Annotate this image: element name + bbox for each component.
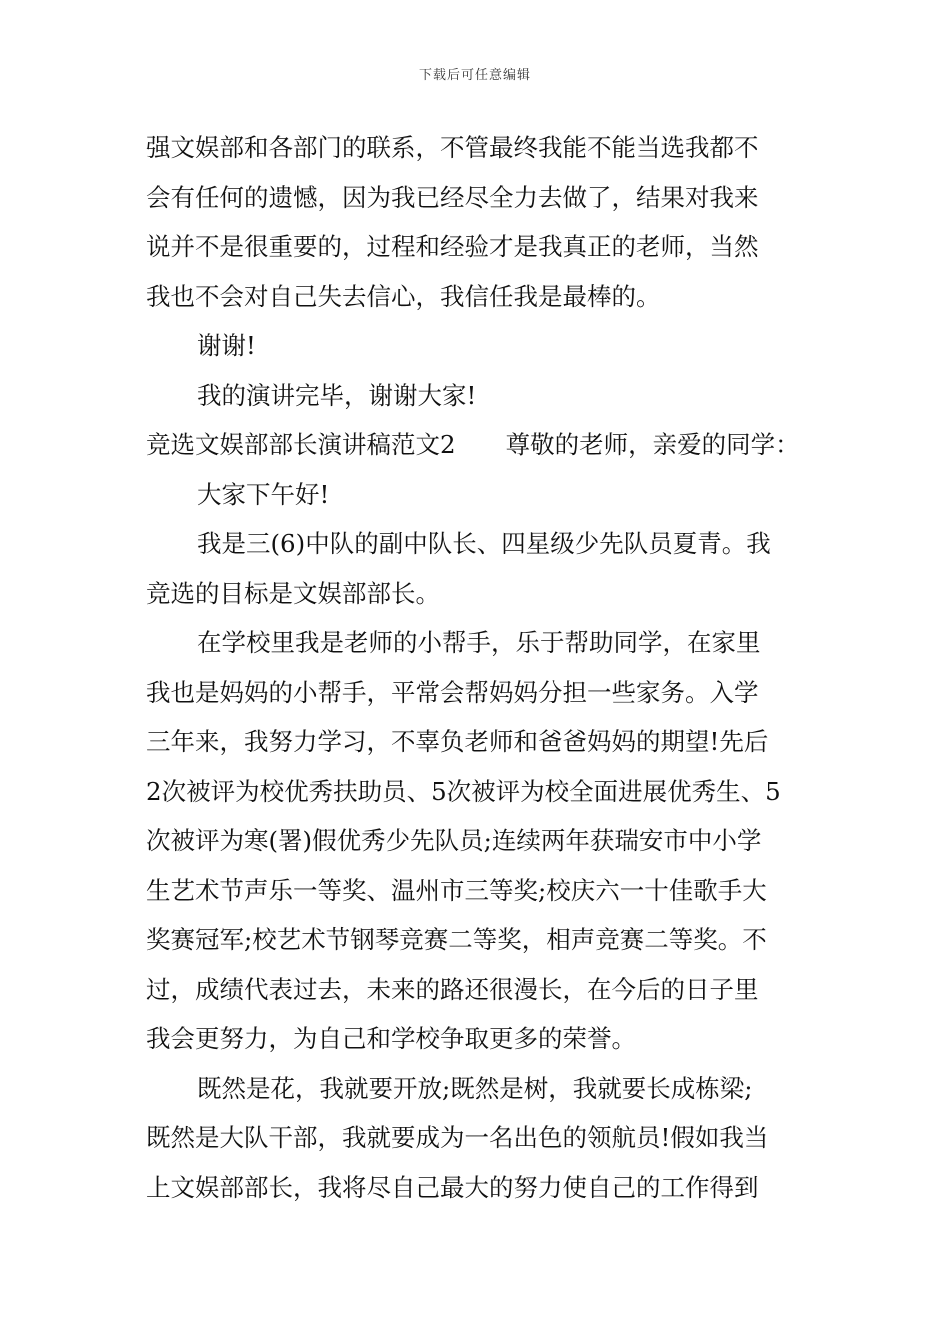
text-line: 上文娱部部长，我将尽自己最大的努力使自己的工作得到 bbox=[146, 1172, 759, 1202]
text-line: 生艺术节声乐一等奖、温州市三等奖;校庆六一十佳歌手大 bbox=[146, 875, 767, 905]
text-line: 次被评为寒(署)假优秀少先队员;连续两年获瑞安市中小学 bbox=[146, 826, 762, 855]
text-line: 我是三(6)中队的副中队长、四星级少先队员夏青。我 bbox=[197, 529, 771, 558]
text-line: 既然是大队干部，我就要成为一名出色的领航员!假如我当 bbox=[146, 1123, 769, 1152]
text-line: 谢谢! bbox=[197, 331, 256, 360]
text-line: 在学校里我是老师的小帮手，乐于帮助同学，在家里 bbox=[197, 628, 761, 657]
page-header: 下载后可任意编辑 bbox=[418, 68, 531, 83]
text-line: 我会更努力，为自己和学校争取更多的荣誉。 bbox=[146, 1024, 636, 1053]
text-line: 既然是花，我就要开放;既然是树，我就要长成栋梁; bbox=[197, 1073, 753, 1103]
text-line: 我也不会对自己失去信心，我信任我是最棒的。 bbox=[146, 281, 661, 311]
text-line: 三年来，我努力学习，不辜负老师和爸爸妈妈的期望!先后 bbox=[146, 727, 769, 756]
text-line: 2次被评为校优秀扶助员、5次被评为校全面进展优秀生、5 bbox=[146, 776, 781, 806]
text-line: 奖赛冠军;校艺术节钢琴竞赛二等奖，相声竞赛二等奖。不 bbox=[146, 925, 767, 954]
greeting: 尊敬的老师，亲爱的同学： bbox=[505, 430, 800, 459]
text-line: 我也是妈妈的小帮手，平常会帮妈妈分担一些家务。入学 bbox=[146, 677, 759, 707]
text-line: 强文娱部和各部门的联系，不管最终我能不能当选我都不 bbox=[146, 133, 759, 162]
text-line: 过，成绩代表过去，未来的路还很漫长，在今后的日子里 bbox=[146, 974, 759, 1004]
text-line: 说并不是很重要的，过程和经验才是我真正的老师，当然 bbox=[146, 232, 759, 261]
section-title-line bbox=[146, 420, 810, 470]
text-line: 竞选的目标是文娱部部长。 bbox=[146, 578, 440, 608]
text-line: 大家下午好! bbox=[197, 479, 330, 509]
section-title: 竞选文娱部部长演讲稿范文2 bbox=[146, 430, 456, 459]
text-line: 会有任何的遗憾，因为我已经尽全力去做了，结果对我来 bbox=[146, 182, 759, 212]
text-line: 我的演讲完毕，谢谢大家! bbox=[197, 380, 477, 410]
document-body bbox=[146, 123, 810, 1212]
